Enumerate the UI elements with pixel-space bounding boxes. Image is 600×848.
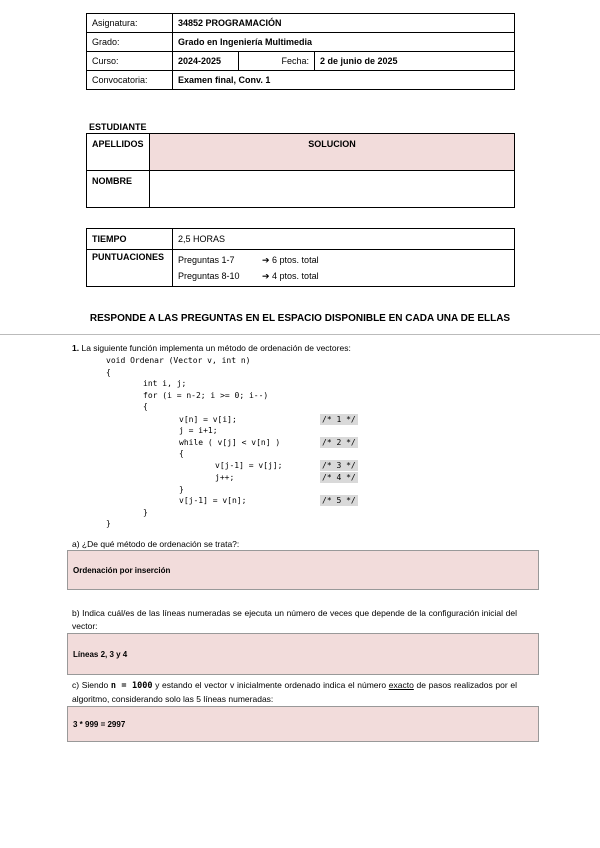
line-comment: /* 3 */: [322, 461, 356, 470]
convocatoria-value: Examen final, Conv. 1: [173, 71, 515, 90]
fecha-value: 2 de junio de 2025: [315, 52, 515, 71]
puntuacion-points: ➔ 4 ptos. total: [262, 271, 319, 281]
question-1-text: La siguiente función implementa un método de ordenación de vectores:: [81, 343, 351, 353]
answer-a-box[interactable]: Ordenación por inserción: [67, 550, 539, 590]
nombre-label: NOMBRE: [87, 171, 150, 208]
code-line: void Ordenar (Vector v, int n): [106, 356, 251, 365]
code-line: j = i+1;: [179, 426, 218, 435]
question-1-number: 1.: [72, 343, 80, 353]
code-line: }: [179, 485, 184, 494]
answer-b-box[interactable]: Líneas 2, 3 y 4: [67, 633, 539, 675]
line-comment: /* 2 */: [322, 438, 356, 447]
question-1-intro: [72, 343, 351, 353]
nombre-field[interactable]: [150, 171, 515, 208]
grado-value: Grado en Ingeniería Multimedia: [173, 33, 515, 52]
code-line: int i, j;: [143, 379, 187, 388]
puntuacion-questions: Preguntas 8-10: [178, 271, 240, 281]
code-line: for (i = n-2; i >= 0; i--): [143, 391, 269, 400]
code-line: v[n] = v[i];: [179, 415, 237, 424]
answer-c-box[interactable]: 3 * 999 = 2997: [67, 706, 539, 742]
code-line: while ( v[j] < v[n] ): [179, 438, 281, 447]
grado-label: Grado:: [87, 33, 173, 52]
fecha-label: Fecha:: [239, 52, 315, 71]
code-line: j++;: [215, 473, 235, 482]
line-comment: /* 5 */: [322, 496, 356, 505]
asignatura-value: 34852 PROGRAMACIÓN: [173, 14, 515, 33]
asignatura-label: Asignatura:: [87, 14, 173, 33]
curso-value: 2024-2025: [173, 52, 239, 71]
puntuaciones-list: [173, 250, 515, 287]
question-c-suffix: de pasos realizados por el algoritmo, considerando solo las 5 líneas numeradas:: [72, 680, 517, 704]
code-line: {: [179, 449, 184, 458]
student-section-label: ESTUDIANTE: [89, 122, 147, 132]
question-c-code: n = 1000: [110, 681, 153, 691]
puntuacion-questions: Preguntas 1-7: [178, 255, 235, 265]
exam-info-table: [86, 228, 515, 287]
code-line: v[j-1] = v[n];: [179, 496, 247, 505]
section-divider: [0, 334, 600, 335]
apellidos-field[interactable]: SOLUCION: [150, 134, 515, 171]
question-c-prefix: c) Siendo: [72, 680, 109, 690]
instructions-heading: RESPONDE A LAS PREGUNTAS EN EL ESPACIO DISPONIBLE EN CADA UNA DE ELLAS: [89, 313, 511, 324]
question-a-text: a) ¿De qué método de ordenación se trata?:: [72, 539, 240, 549]
question-c-mid: y estando el vector v inicialmente ordenado indica el número: [155, 680, 387, 690]
line-comment: /* 1 */: [322, 415, 356, 424]
puntuacion-row: [178, 268, 509, 284]
question-c-text: [72, 679, 517, 706]
apellidos-label: APELLIDOS: [87, 134, 150, 171]
code-line: }: [106, 519, 111, 528]
question-b-text: b) Indica cuál/es de las líneas numeradas se ejecuta un número de veces que depende de la configuración inicial del vector:: [72, 608, 517, 631]
student-table: [86, 133, 515, 208]
code-line: v[j-1] = v[j];: [215, 461, 283, 470]
code-line: {: [143, 402, 148, 411]
code-line: {: [106, 368, 111, 377]
question-c-underlined: exacto: [388, 680, 414, 690]
code-line: }: [143, 508, 148, 517]
course-info-table: [86, 13, 515, 90]
puntuaciones-label: PUNTUACIONES: [87, 250, 173, 287]
convocatoria-label: Convocatoria:: [87, 71, 173, 90]
curso-label: Curso:: [87, 52, 173, 71]
puntuacion-points: ➔ 6 ptos. total: [262, 255, 319, 265]
puntuacion-row: [178, 252, 509, 268]
tiempo-label: TIEMPO: [87, 229, 173, 250]
line-comment: /* 4 */: [322, 473, 356, 482]
tiempo-value: 2,5 HORAS: [173, 229, 515, 250]
